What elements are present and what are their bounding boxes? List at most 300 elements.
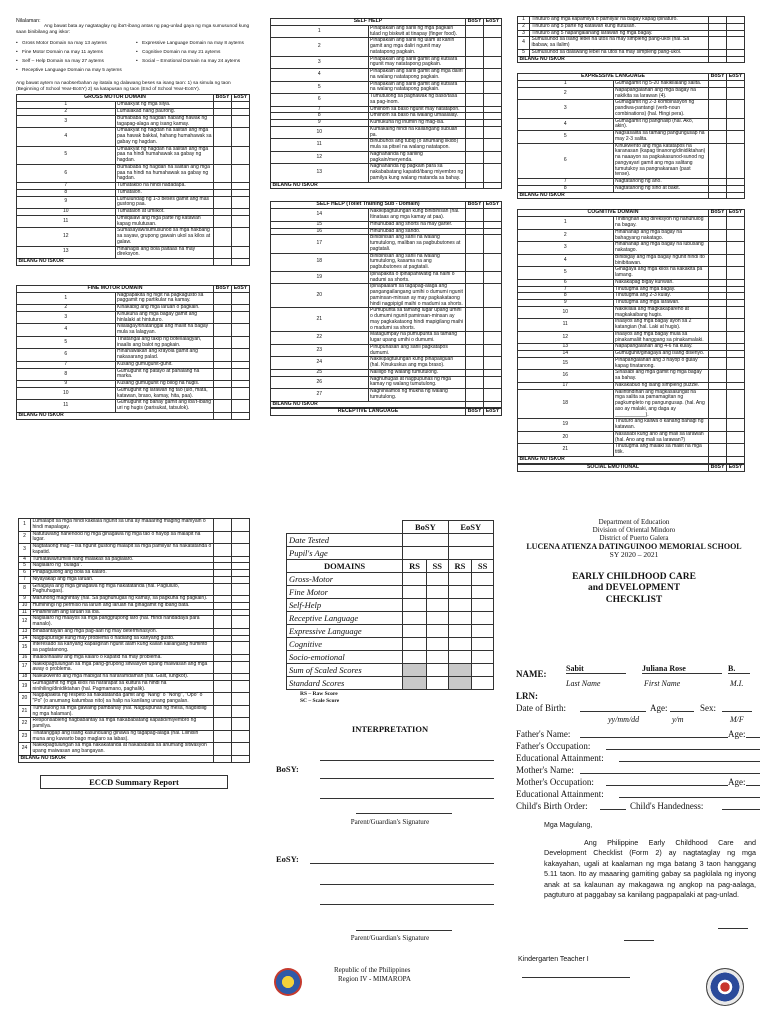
eosy-check-cell[interactable] bbox=[484, 151, 502, 164]
bosy-check-cell[interactable] bbox=[214, 324, 232, 337]
bosy-check-cell[interactable] bbox=[466, 56, 484, 69]
bosy-check-cell[interactable] bbox=[709, 17, 727, 24]
eosy-total-cell[interactable] bbox=[727, 456, 745, 463]
bosy-check-cell[interactable] bbox=[214, 215, 232, 228]
summary-score-cell[interactable] bbox=[426, 599, 448, 612]
eosy-check-cell[interactable] bbox=[232, 674, 250, 681]
bosy-check-cell[interactable] bbox=[709, 331, 727, 344]
bosy-check-cell[interactable] bbox=[214, 189, 232, 196]
eosy-check-cell[interactable] bbox=[727, 419, 745, 432]
eosy-check-cell[interactable] bbox=[727, 118, 745, 131]
eosy-check-cell[interactable] bbox=[232, 215, 250, 228]
bosy-check-cell[interactable] bbox=[466, 151, 484, 164]
info-age-line[interactable] bbox=[746, 785, 760, 786]
summary-domain-row bbox=[287, 625, 494, 638]
sex-line[interactable] bbox=[722, 711, 752, 712]
bosy-check-cell[interactable] bbox=[214, 743, 232, 756]
bosy-total-cell[interactable] bbox=[466, 401, 484, 408]
eosy-check-cell[interactable] bbox=[232, 576, 250, 583]
eosy-check-cell[interactable] bbox=[727, 81, 745, 88]
eosy-check-cell[interactable] bbox=[232, 583, 250, 596]
bosy-check-cell[interactable] bbox=[466, 376, 484, 389]
bosy-check-cell[interactable] bbox=[214, 209, 232, 216]
eosy-check-cell[interactable] bbox=[727, 293, 745, 300]
checklist-row bbox=[271, 271, 502, 284]
eosy-check-cell[interactable] bbox=[232, 361, 250, 368]
teacher-sig-line-left[interactable] bbox=[624, 940, 654, 941]
bosy-check-cell[interactable] bbox=[709, 179, 727, 186]
eosy-check-cell[interactable] bbox=[232, 183, 250, 190]
bosy-check-cell[interactable] bbox=[709, 143, 727, 179]
bosy-check-cell[interactable] bbox=[214, 368, 232, 381]
eosy-check-cell[interactable] bbox=[232, 336, 250, 349]
bosy-check-cell[interactable] bbox=[214, 616, 232, 629]
eosy-check-cell[interactable] bbox=[484, 94, 502, 107]
eosy-total-cell[interactable] bbox=[727, 192, 745, 199]
eosy-check-cell[interactable] bbox=[727, 286, 745, 293]
eosy-check-cell[interactable] bbox=[232, 602, 250, 609]
eosy-check-cell[interactable] bbox=[232, 400, 250, 413]
bosy-sig-line[interactable] bbox=[356, 813, 452, 814]
eosy-check-cell[interactable] bbox=[232, 311, 250, 324]
bosy-check-cell[interactable] bbox=[214, 570, 232, 577]
info-line[interactable] bbox=[619, 797, 760, 798]
bosy-check-cell[interactable] bbox=[214, 519, 232, 532]
eosy-check-cell[interactable] bbox=[484, 120, 502, 127]
eosy-check-cell[interactable] bbox=[484, 139, 502, 152]
bosy-check-cell[interactable] bbox=[214, 361, 232, 368]
bosy-total-cell[interactable] bbox=[214, 755, 232, 762]
bosy-check-cell[interactable] bbox=[709, 131, 727, 144]
bosy-check-cell[interactable] bbox=[466, 81, 484, 94]
eosy-check-cell[interactable] bbox=[484, 308, 502, 332]
bosy-check-cell[interactable] bbox=[709, 351, 727, 358]
eosy-check-cell[interactable] bbox=[727, 131, 745, 144]
bosy-check-cell[interactable] bbox=[709, 444, 727, 457]
eosy-check-cell[interactable] bbox=[232, 570, 250, 577]
bosy-check-cell[interactable] bbox=[709, 286, 727, 293]
eosy-check-cell[interactable] bbox=[232, 705, 250, 718]
eosy-check-cell[interactable] bbox=[484, 113, 502, 120]
bosy-check-cell[interactable] bbox=[709, 49, 727, 56]
eosy-check-cell[interactable] bbox=[232, 730, 250, 743]
bosy-check-cell[interactable] bbox=[214, 164, 232, 182]
eosy-check-cell[interactable] bbox=[484, 69, 502, 82]
summary-score-cell[interactable] bbox=[426, 651, 448, 664]
teacher-sig-line-right[interactable] bbox=[718, 928, 748, 929]
eosy-check-cell[interactable] bbox=[727, 344, 745, 351]
eosy-check-cell[interactable] bbox=[232, 661, 250, 674]
eosy-check-cell[interactable] bbox=[727, 389, 745, 419]
bosy-check-cell[interactable] bbox=[709, 389, 727, 419]
bosy-check-cell[interactable] bbox=[709, 37, 727, 50]
summary-score-cell[interactable] bbox=[403, 638, 427, 651]
bosy-check-cell[interactable] bbox=[214, 674, 232, 681]
summary-score-cell[interactable] bbox=[448, 586, 472, 599]
bosy-check-cell[interactable] bbox=[466, 139, 484, 152]
eosy-check-cell[interactable] bbox=[727, 351, 745, 358]
eosy-check-cell[interactable] bbox=[232, 196, 250, 209]
eosy-check-cell[interactable] bbox=[232, 228, 250, 246]
bosy-check-cell[interactable] bbox=[466, 332, 484, 345]
eosy-check-cell[interactable] bbox=[232, 305, 250, 312]
info-line[interactable] bbox=[580, 773, 760, 774]
eosy-total-cell[interactable] bbox=[484, 401, 502, 408]
bosy-check-cell[interactable] bbox=[709, 23, 727, 30]
summary-score-cell[interactable] bbox=[426, 638, 448, 651]
bosy-check-cell[interactable] bbox=[709, 293, 727, 300]
bosy-check-cell[interactable] bbox=[466, 25, 484, 38]
bosy-check-cell[interactable] bbox=[214, 609, 232, 616]
bosy-check-cell[interactable] bbox=[709, 300, 727, 307]
bosy-check-cell[interactable] bbox=[709, 30, 727, 37]
eosy-check-cell[interactable] bbox=[727, 17, 745, 24]
bosy-check-cell[interactable] bbox=[214, 387, 232, 400]
eosy-check-cell[interactable] bbox=[484, 357, 502, 370]
eosy-check-cell[interactable] bbox=[727, 382, 745, 389]
bosy-check-cell[interactable] bbox=[214, 146, 232, 164]
first-name-value[interactable]: Juliana Rose bbox=[642, 664, 722, 674]
bosy-check-cell[interactable] bbox=[214, 128, 232, 146]
bosy-check-cell[interactable] bbox=[466, 120, 484, 127]
bosy-check-cell[interactable] bbox=[214, 196, 232, 209]
eosy-check-cell[interactable] bbox=[232, 349, 250, 362]
eosy-check-cell[interactable] bbox=[727, 331, 745, 344]
bosy-check-cell[interactable] bbox=[214, 693, 232, 706]
eosy-check-cell[interactable] bbox=[484, 56, 502, 69]
eosy-check-cell[interactable] bbox=[727, 23, 745, 30]
bosy-check-cell[interactable] bbox=[214, 531, 232, 544]
summary-score-cell[interactable] bbox=[448, 625, 472, 638]
eosy-check-cell[interactable] bbox=[484, 221, 502, 228]
summary-score-cell[interactable] bbox=[426, 625, 448, 638]
eosy-check-cell[interactable] bbox=[232, 718, 250, 731]
bosy-check-cell[interactable] bbox=[466, 126, 484, 139]
eosy-check-cell[interactable] bbox=[232, 102, 250, 109]
eosy-check-cell[interactable] bbox=[484, 209, 502, 222]
summary-score-cell[interactable] bbox=[472, 599, 494, 612]
bosy-check-cell[interactable] bbox=[214, 292, 232, 305]
bosy-total-cell[interactable] bbox=[709, 56, 727, 63]
eosy-check-cell[interactable] bbox=[727, 100, 745, 118]
eosy-check-cell[interactable] bbox=[727, 319, 745, 332]
bosy-line-1[interactable] bbox=[320, 760, 494, 761]
info-age-line[interactable] bbox=[746, 737, 760, 738]
eosy-check-cell[interactable] bbox=[232, 680, 250, 693]
eosy-check-cell[interactable] bbox=[232, 128, 250, 146]
summary-score-cell[interactable] bbox=[448, 638, 472, 651]
bosy-check-cell[interactable] bbox=[709, 229, 727, 242]
eosy-check-cell[interactable] bbox=[232, 596, 250, 603]
bosy-check-cell[interactable] bbox=[214, 680, 232, 693]
info-line[interactable] bbox=[619, 761, 760, 762]
eosy-check-cell[interactable] bbox=[727, 357, 745, 370]
eosy-check-cell[interactable] bbox=[484, 235, 502, 253]
eosy-total-cell[interactable] bbox=[232, 259, 250, 266]
eosy-check-cell[interactable] bbox=[484, 376, 502, 389]
summary-score-cell[interactable] bbox=[472, 612, 494, 625]
eosy-check-cell[interactable] bbox=[727, 279, 745, 286]
summary-score-cell[interactable] bbox=[426, 586, 448, 599]
bosy-check-cell[interactable] bbox=[214, 109, 232, 116]
bosy-check-cell[interactable] bbox=[214, 183, 232, 190]
teacher-name-line[interactable] bbox=[522, 977, 630, 978]
bosy-check-cell[interactable] bbox=[214, 730, 232, 743]
summary-score-cell[interactable] bbox=[448, 651, 472, 664]
bosy-check-cell[interactable] bbox=[709, 100, 727, 118]
eosy-check-cell[interactable] bbox=[232, 292, 250, 305]
col-eosy: EoSY bbox=[727, 464, 745, 471]
eosy-check-cell[interactable] bbox=[727, 370, 745, 383]
bosy-check-cell[interactable] bbox=[466, 253, 484, 271]
eosy-check-cell[interactable] bbox=[727, 431, 745, 444]
bosy-check-cell[interactable] bbox=[709, 319, 727, 332]
eosy-check-cell[interactable] bbox=[727, 306, 745, 319]
eosy-check-cell[interactable] bbox=[727, 49, 745, 56]
eosy-line-2[interactable] bbox=[320, 884, 494, 885]
eosy-total-cell[interactable] bbox=[727, 56, 745, 63]
bosy-check-cell[interactable] bbox=[466, 284, 484, 308]
mi-value[interactable]: B. bbox=[728, 664, 750, 674]
eosy-check-cell[interactable] bbox=[232, 381, 250, 388]
eosy-check-cell[interactable] bbox=[727, 185, 745, 192]
bosy-total-cell[interactable] bbox=[709, 192, 727, 199]
summary-score-cell[interactable] bbox=[403, 573, 427, 586]
eosy-check-cell[interactable] bbox=[727, 30, 745, 37]
eosy-check-cell[interactable] bbox=[232, 563, 250, 570]
eosy-check-cell[interactable] bbox=[232, 189, 250, 196]
eosy-check-cell[interactable] bbox=[484, 81, 502, 94]
eosy-check-cell[interactable] bbox=[232, 642, 250, 655]
eosy-check-cell[interactable] bbox=[232, 246, 250, 259]
info-line[interactable] bbox=[580, 737, 728, 738]
birth-order-line[interactable] bbox=[600, 809, 626, 810]
bosy-total-cell[interactable] bbox=[214, 412, 232, 419]
eosy-check-cell[interactable] bbox=[727, 37, 745, 50]
summary-score-cell[interactable] bbox=[403, 586, 427, 599]
bosy-check-cell[interactable] bbox=[466, 228, 484, 235]
bosy-check-cell[interactable] bbox=[214, 311, 232, 324]
eosy-check-cell[interactable] bbox=[484, 369, 502, 376]
bosy-check-cell[interactable] bbox=[214, 556, 232, 563]
eosy-check-cell[interactable] bbox=[484, 344, 502, 357]
bosy-check-cell[interactable] bbox=[214, 336, 232, 349]
bosy-check-cell[interactable] bbox=[214, 705, 232, 718]
summary-score-cell[interactable] bbox=[448, 612, 472, 625]
bosy-line-2[interactable] bbox=[320, 778, 494, 779]
eosy-check-cell[interactable] bbox=[232, 387, 250, 400]
eosy-check-cell[interactable] bbox=[232, 609, 250, 616]
bosy-check-cell[interactable] bbox=[466, 221, 484, 228]
bosy-check-cell[interactable] bbox=[214, 349, 232, 362]
eosy-check-cell[interactable] bbox=[727, 300, 745, 307]
bosy-check-cell[interactable] bbox=[466, 357, 484, 370]
summary-score-cell[interactable] bbox=[426, 612, 448, 625]
bosy-check-cell[interactable] bbox=[709, 279, 727, 286]
bosy-check-cell[interactable] bbox=[709, 370, 727, 383]
bosy-check-cell[interactable] bbox=[709, 118, 727, 131]
eosy-check-cell[interactable] bbox=[232, 654, 250, 661]
eosy-check-cell[interactable] bbox=[484, 389, 502, 402]
item-text: Binibihisan ang sarili na walang tumutulong, kasama na ang pagbubutones at pagtatali. bbox=[368, 253, 466, 271]
bosy-total-cell[interactable] bbox=[466, 182, 484, 189]
summary-score-cell[interactable] bbox=[472, 638, 494, 651]
eosy-check-cell[interactable] bbox=[727, 267, 745, 280]
summary-score-cell[interactable] bbox=[472, 651, 494, 664]
bosy-check-cell[interactable] bbox=[214, 228, 232, 246]
bosy-check-cell[interactable] bbox=[709, 254, 727, 267]
eosy-check-cell[interactable] bbox=[232, 628, 250, 635]
bosy-check-cell[interactable] bbox=[709, 185, 727, 192]
eosy-check-cell[interactable] bbox=[232, 556, 250, 563]
bosy-check-cell[interactable] bbox=[214, 102, 232, 109]
bosy-check-cell[interactable] bbox=[466, 308, 484, 332]
eosy-check-cell[interactable] bbox=[484, 25, 502, 38]
summary-score-cell[interactable] bbox=[472, 625, 494, 638]
bosy-check-cell[interactable] bbox=[466, 209, 484, 222]
col-bosy: BoSY bbox=[466, 202, 484, 209]
bosy-check-cell[interactable] bbox=[214, 400, 232, 413]
bosy-total-cell[interactable] bbox=[709, 456, 727, 463]
eosy-check-cell[interactable] bbox=[232, 635, 250, 642]
summary-score-cell[interactable] bbox=[403, 599, 427, 612]
bosy-check-cell[interactable] bbox=[214, 635, 232, 642]
eosy-check-cell[interactable] bbox=[232, 544, 250, 557]
bosy-check-cell[interactable] bbox=[709, 344, 727, 351]
bosy-check-cell[interactable] bbox=[214, 115, 232, 128]
bosy-check-cell[interactable] bbox=[466, 69, 484, 82]
bosy-check-cell[interactable] bbox=[709, 217, 727, 230]
last-name-value[interactable]: Sabit bbox=[566, 664, 626, 674]
eosy-check-cell[interactable] bbox=[727, 242, 745, 255]
bosy-check-cell[interactable] bbox=[466, 106, 484, 113]
bosy-check-cell[interactable] bbox=[466, 344, 484, 357]
dob-line[interactable] bbox=[580, 711, 646, 712]
bosy-check-cell[interactable] bbox=[709, 306, 727, 319]
eosy-check-cell[interactable] bbox=[484, 271, 502, 284]
eosy-check-cell[interactable] bbox=[232, 115, 250, 128]
item-text: Naglalaro ng maayos sa mga panggrupong laro (hal. Hindi nandadaya para manalo). bbox=[31, 616, 214, 629]
bosy-check-cell[interactable] bbox=[709, 419, 727, 432]
bosy-check-cell[interactable] bbox=[214, 718, 232, 731]
eosy-check-cell[interactable] bbox=[484, 228, 502, 235]
bosy-check-cell[interactable] bbox=[466, 38, 484, 56]
eosy-check-cell[interactable] bbox=[727, 179, 745, 186]
eosy-check-cell[interactable] bbox=[484, 284, 502, 308]
info-line[interactable] bbox=[606, 749, 760, 750]
summary-score-cell[interactable] bbox=[472, 586, 494, 599]
eosy-check-cell[interactable] bbox=[484, 126, 502, 139]
eosy-check-cell[interactable] bbox=[232, 693, 250, 706]
bosy-check-cell[interactable] bbox=[709, 357, 727, 370]
bosy-check-cell[interactable] bbox=[709, 431, 727, 444]
bosy-check-cell[interactable] bbox=[466, 271, 484, 284]
eosy-total-cell[interactable] bbox=[484, 182, 502, 189]
eosy-check-cell[interactable] bbox=[232, 209, 250, 216]
eosy-check-cell[interactable] bbox=[727, 217, 745, 230]
bosy-check-cell[interactable] bbox=[466, 369, 484, 376]
eosy-check-cell[interactable] bbox=[727, 444, 745, 457]
bosy-check-cell[interactable] bbox=[214, 381, 232, 388]
eosy-sig-line[interactable] bbox=[356, 930, 452, 931]
eosy-check-cell[interactable] bbox=[232, 109, 250, 116]
bosy-check-cell[interactable] bbox=[709, 382, 727, 389]
eosy-check-cell[interactable] bbox=[232, 146, 250, 164]
eosy-check-cell[interactable] bbox=[484, 164, 502, 182]
bosy-check-cell[interactable] bbox=[214, 654, 232, 661]
eosy-check-cell[interactable] bbox=[232, 324, 250, 337]
eosy-check-cell[interactable] bbox=[232, 616, 250, 629]
item-text: Nakikipagtulungan sa mga pang-grupong sitwasyon upang maiwasan ang mga away o problema. bbox=[31, 661, 214, 674]
bosy-check-cell[interactable] bbox=[709, 242, 727, 255]
bosy-check-cell[interactable] bbox=[214, 576, 232, 583]
info-line[interactable] bbox=[606, 785, 728, 786]
eosy-line-1[interactable] bbox=[310, 863, 494, 864]
eosy-check-cell[interactable] bbox=[484, 253, 502, 271]
summary-score-cell[interactable] bbox=[403, 651, 427, 664]
deped-seal-logo bbox=[274, 968, 302, 996]
eosy-check-cell[interactable] bbox=[484, 106, 502, 113]
bosy-check-cell[interactable] bbox=[214, 661, 232, 674]
summary-score-cell[interactable] bbox=[426, 573, 448, 586]
item-text: Gumagamit ng panghalip (hal. Ako, akin). bbox=[613, 118, 709, 131]
bosy-check-cell[interactable] bbox=[214, 544, 232, 557]
eosy-check-cell[interactable] bbox=[727, 87, 745, 100]
summary-score-cell[interactable] bbox=[403, 625, 427, 638]
bosy-check-cell[interactable] bbox=[214, 602, 232, 609]
bosy-check-cell[interactable] bbox=[214, 246, 232, 259]
eosy-check-cell[interactable] bbox=[232, 531, 250, 544]
item-number: 4 bbox=[17, 128, 116, 146]
eosy-check-cell[interactable] bbox=[727, 254, 745, 267]
bosy-check-cell[interactable] bbox=[466, 389, 484, 402]
bosy-check-cell[interactable] bbox=[466, 164, 484, 182]
eosy-check-cell[interactable] bbox=[484, 38, 502, 56]
bosy-check-cell[interactable] bbox=[466, 235, 484, 253]
summary-score-cell[interactable] bbox=[472, 573, 494, 586]
eosy-check-cell[interactable] bbox=[727, 143, 745, 179]
bosy-line-3[interactable] bbox=[320, 798, 494, 799]
bosy-check-cell[interactable] bbox=[214, 305, 232, 312]
summary-score-cell[interactable] bbox=[403, 612, 427, 625]
item-text: Umaakyat ng hagdan na salitan ang mga paa na hindi humahawak sa gabay ng hagdan. bbox=[115, 146, 214, 164]
eosy-check-cell[interactable] bbox=[232, 743, 250, 756]
bosy-check-cell[interactable] bbox=[709, 81, 727, 88]
bosy-check-cell[interactable] bbox=[466, 113, 484, 120]
summary-score-cell[interactable] bbox=[448, 599, 472, 612]
summary-score-cell[interactable] bbox=[448, 573, 472, 586]
handedness-line[interactable] bbox=[722, 809, 760, 810]
age-line[interactable] bbox=[670, 711, 694, 712]
bosy-total-cell[interactable] bbox=[214, 259, 232, 266]
bosy-check-cell[interactable] bbox=[214, 583, 232, 596]
bosy-check-cell[interactable] bbox=[214, 563, 232, 570]
eosy-check-cell[interactable] bbox=[727, 229, 745, 242]
bosy-check-cell[interactable] bbox=[466, 94, 484, 107]
bosy-check-cell[interactable] bbox=[214, 596, 232, 603]
eosy-check-cell[interactable] bbox=[232, 368, 250, 381]
eosy-line-3[interactable] bbox=[320, 904, 494, 905]
bosy-check-cell[interactable] bbox=[709, 87, 727, 100]
bosy-check-cell[interactable] bbox=[709, 267, 727, 280]
bosy-check-cell[interactable] bbox=[214, 628, 232, 635]
eosy-check-cell[interactable] bbox=[232, 519, 250, 532]
bosy-check-cell[interactable] bbox=[214, 642, 232, 655]
eosy-total-cell[interactable] bbox=[232, 412, 250, 419]
eosy-check-cell[interactable] bbox=[484, 332, 502, 345]
eosy-total-cell[interactable] bbox=[232, 755, 250, 762]
eosy-check-cell[interactable] bbox=[232, 164, 250, 182]
